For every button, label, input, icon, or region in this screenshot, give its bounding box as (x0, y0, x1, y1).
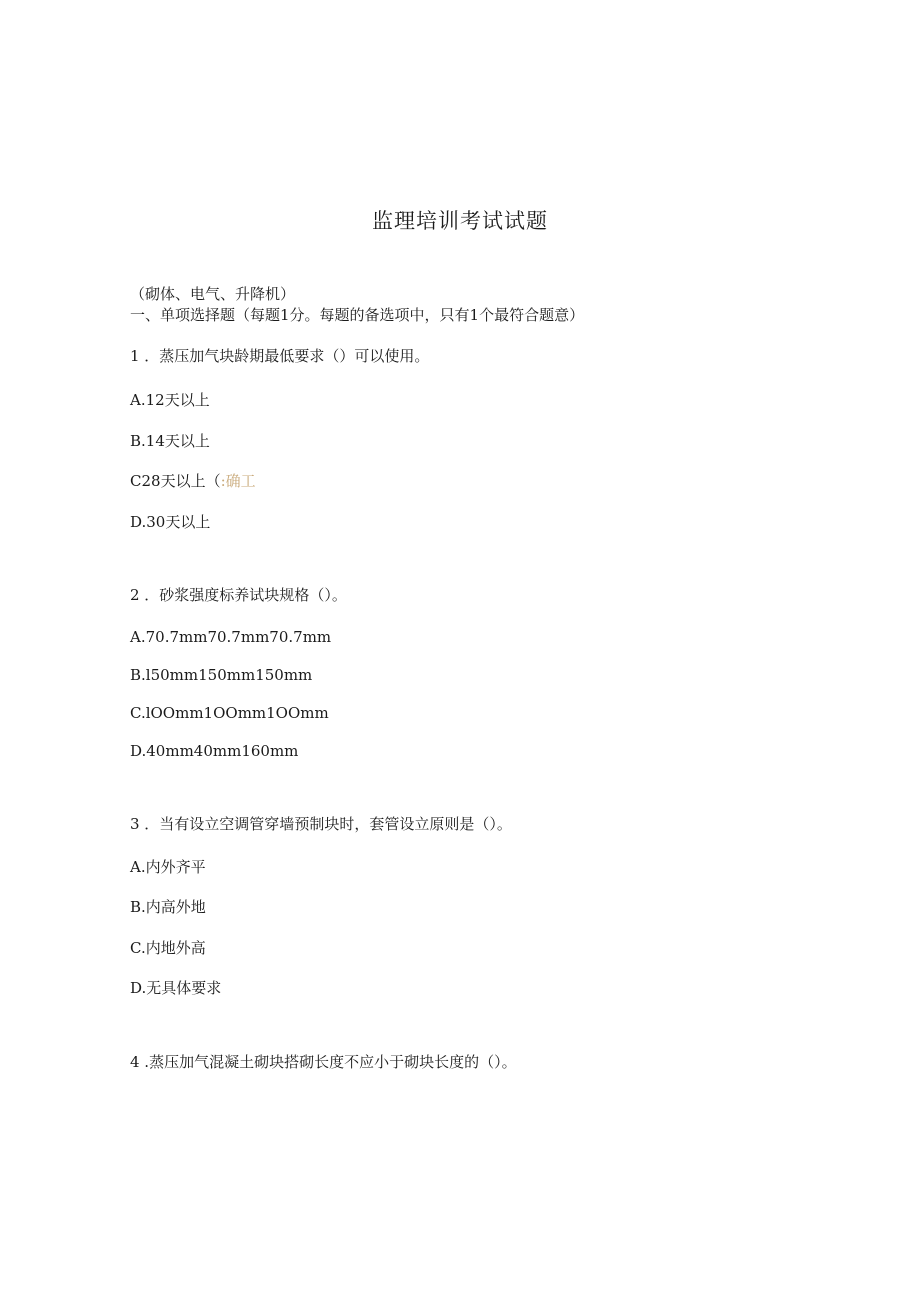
question-2-option-a: A.70.7mm70.7mm70.7mm (130, 628, 332, 646)
question-1-option-c-text: C28天以上（ (130, 472, 221, 490)
question-3-option-c: C.内地外高 (130, 939, 206, 957)
question-3-stem: 3 ．当有设立空调管穿墙预制块时，套管设立原则是（）。 (130, 815, 512, 833)
question-1-option-d: D.30天以上 (130, 513, 211, 531)
question-2-option-d: D.40mm40mm160mm (130, 742, 299, 760)
page-title: 监理培训考试试题 (372, 209, 548, 233)
question-1-option-a: A.12天以上 (130, 391, 210, 409)
question-4-stem: 4 .蒸压加气混凝土砌块搭砌长度不应小于砌块长度的（）。 (130, 1053, 517, 1071)
question-2-stem: 2 ．砂浆强度标养试块规格（）。 (130, 586, 347, 604)
subtitle: （砌体、电气、升降机） (130, 285, 296, 303)
question-2-option-c: C.lOOmm1OOmm1OOmm (130, 704, 329, 722)
question-1-stem: 1 ．蒸压加气块龄期最低要求（）可以使用。 (130, 347, 430, 365)
section-heading: 一、单项选择题（每题1分。每题的备选项中，只有1个最符合题意） (130, 306, 585, 324)
question-3-option-d: D.无具体要求 (130, 979, 222, 997)
question-2-option-b: B.l50mm150mm150mm (130, 666, 313, 684)
question-1-option-c-annotation: :确工 (220, 472, 256, 490)
question-3-option-a: A.内外齐平 (130, 858, 206, 876)
question-3-option-b: B.内高外地 (130, 898, 206, 916)
question-1-option-b: B.14天以上 (130, 432, 210, 450)
question-1-option-c (130, 471, 256, 491)
